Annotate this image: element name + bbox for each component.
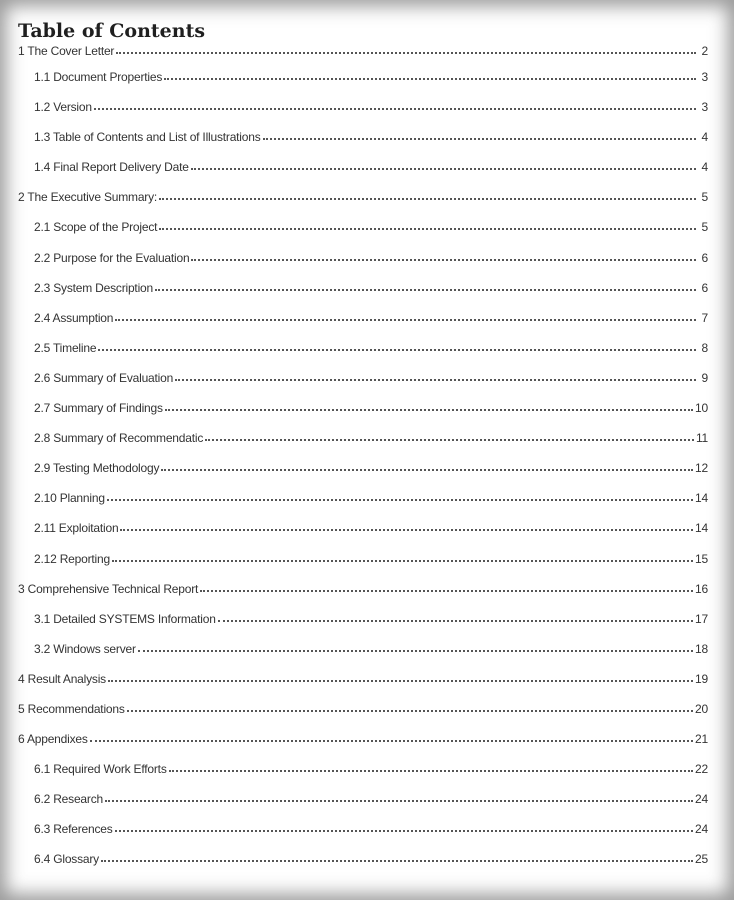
- toc-entry-label: 6 Appendixes: [18, 732, 88, 747]
- toc-entry[interactable]: [18, 612, 708, 642]
- toc-dot-leader: [115, 319, 696, 321]
- toc-list: [18, 44, 708, 883]
- toc-entry-label: 1.3 Table of Contents and List of Illustrations: [34, 130, 261, 145]
- toc-entry[interactable]: [18, 251, 708, 281]
- toc-dot-leader: [127, 710, 693, 712]
- toc-entry[interactable]: [18, 70, 708, 100]
- toc-entry[interactable]: [18, 190, 708, 220]
- toc-entry-label: 3.1 Detailed SYSTEMS Information: [34, 611, 216, 626]
- toc-entry-label: 2.6 Summary of Evaluation: [34, 370, 174, 385]
- toc-entry-page-number: 20: [695, 701, 708, 716]
- toc-dot-leader: [90, 740, 693, 742]
- toc-dot-leader: [116, 52, 696, 54]
- toc-entry[interactable]: [18, 100, 708, 130]
- toc-entry-page-number: 7: [701, 310, 708, 325]
- toc-entry-page-number: 16: [695, 581, 708, 596]
- toc-entry-page-number: 24: [695, 822, 708, 837]
- toc-entry-label: 2.8 Summary of Recommendatic: [34, 431, 204, 446]
- toc-dot-leader: [169, 770, 693, 772]
- toc-dot-leader: [191, 168, 696, 170]
- toc-entry[interactable]: [18, 582, 708, 612]
- toc-entry[interactable]: [18, 431, 708, 461]
- toc-entry-page-number: 2: [701, 44, 708, 58]
- toc-entry-page-number: 25: [695, 852, 708, 867]
- toc-entry[interactable]: [18, 160, 708, 190]
- toc-dot-leader: [263, 138, 696, 140]
- toc-entry-label: 4 Result Analysis: [18, 671, 106, 686]
- toc-entry-page-number: 14: [695, 521, 708, 536]
- toc-entry-page-number: 5: [701, 220, 708, 235]
- toc-entry[interactable]: [18, 521, 708, 551]
- toc-entry[interactable]: [18, 642, 708, 672]
- toc-dot-leader: [101, 860, 693, 862]
- toc-dot-leader: [155, 289, 696, 291]
- toc-entry[interactable]: [18, 311, 708, 341]
- toc-entry-label: 5 Recommendations: [18, 701, 125, 716]
- toc-dot-leader: [200, 590, 693, 592]
- toc-entry[interactable]: [18, 702, 708, 732]
- toc-dot-leader: [98, 349, 696, 351]
- toc-entry-page-number: 4: [701, 160, 708, 175]
- toc-entry-page-number: 6: [701, 280, 708, 295]
- toc-dot-leader: [94, 108, 696, 110]
- toc-entry-label: 1.4 Final Report Delivery Date: [34, 160, 189, 175]
- toc-entry-label: 1.2 Version: [34, 100, 92, 115]
- toc-entry-label: 6.2 Research: [34, 792, 103, 807]
- toc-entry[interactable]: [18, 371, 708, 401]
- toc-entry-page-number: 8: [701, 340, 708, 355]
- toc-dot-leader: [165, 409, 693, 411]
- toc-entry-page-number: 19: [695, 671, 708, 686]
- toc-entry[interactable]: [18, 44, 708, 70]
- toc-dot-leader: [161, 469, 693, 471]
- toc-dot-leader: [107, 499, 693, 501]
- toc-entry-page-number: 9: [701, 370, 708, 385]
- toc-entry[interactable]: [18, 762, 708, 792]
- toc-entry-label: 2.3 System Description: [34, 280, 153, 295]
- toc-dot-leader: [108, 680, 693, 682]
- toc-entry-label: 2.1 Scope of the Project: [34, 220, 158, 235]
- toc-entry-label: 1 The Cover Letter: [18, 44, 115, 58]
- toc-entry-label: 3.2 Windows server: [34, 641, 136, 656]
- toc-entry[interactable]: [18, 822, 708, 852]
- toc-dot-leader: [105, 800, 693, 802]
- toc-entry-label: 2.5 Timeline: [34, 340, 97, 355]
- toc-entry-label: 2.9 Testing Methodology: [34, 461, 160, 476]
- toc-entry[interactable]: [18, 130, 708, 160]
- toc-entry-page-number: 12: [695, 461, 708, 476]
- toc-dot-leader: [218, 620, 693, 622]
- toc-entry-label: 3 Comprehensive Technical Report: [18, 581, 199, 596]
- toc-dot-leader: [191, 259, 696, 261]
- toc-entry[interactable]: [18, 491, 708, 521]
- toc-entry-page-number: 5: [701, 190, 708, 205]
- toc-entry-page-number: 6: [701, 250, 708, 265]
- toc-entry-page-number: 3: [701, 70, 708, 84]
- toc-entry-label: 2 The Executive Summary:: [18, 190, 158, 205]
- toc-entry-page-number: 3: [701, 100, 708, 115]
- toc-entry-page-number: 17: [695, 611, 708, 626]
- toc-entry[interactable]: [18, 281, 708, 311]
- toc-entry-page-number: 14: [695, 491, 708, 506]
- toc-entry[interactable]: [18, 552, 708, 582]
- toc-entry-label: 6.4 Glossary: [34, 852, 99, 867]
- toc-title: Table of Contents: [18, 20, 206, 42]
- toc-entry-label: 1.1 Document Properties: [34, 70, 163, 84]
- toc-entry-page-number: 10: [695, 401, 708, 416]
- toc-entry[interactable]: [18, 341, 708, 371]
- toc-dot-leader: [115, 830, 693, 832]
- toc-entry-page-number: 18: [695, 641, 708, 656]
- toc-dot-leader: [112, 560, 693, 562]
- toc-entry-label: 2.11 Exploitation: [34, 521, 119, 536]
- toc-entry[interactable]: [18, 220, 708, 250]
- toc-dot-leader: [120, 529, 693, 531]
- toc-dot-leader: [205, 439, 694, 441]
- toc-entry-label: 6.1 Required Work Efforts: [34, 762, 167, 777]
- toc-entry-label: 2.12 Reporting: [34, 551, 110, 566]
- toc-entry-page-number: 22: [695, 762, 708, 777]
- toc-entry-page-number: 4: [701, 130, 708, 145]
- toc-entry-label: 2.4 Assumption: [34, 310, 114, 325]
- toc-entry[interactable]: [18, 401, 708, 431]
- toc-entry[interactable]: [18, 732, 708, 762]
- toc-entry-label: 2.10 Planning: [34, 491, 105, 506]
- toc-dot-leader: [159, 198, 696, 200]
- toc-entry-label: 2.7 Summary of Findings: [34, 401, 163, 416]
- toc-entry-label: 2.2 Purpose for the Evaluation: [34, 250, 190, 265]
- toc-entry-page-number: 24: [695, 792, 708, 807]
- toc-dot-leader: [175, 379, 696, 381]
- toc-entry[interactable]: [18, 672, 708, 702]
- toc-entry[interactable]: [18, 852, 708, 882]
- toc-entry-page-number: 21: [695, 732, 708, 747]
- toc-dot-leader: [138, 650, 693, 652]
- toc-dot-leader: [159, 228, 696, 230]
- toc-entry[interactable]: [18, 792, 708, 822]
- toc-entry[interactable]: [18, 461, 708, 491]
- toc-entry-page-number: 15: [695, 551, 708, 566]
- toc-dot-leader: [164, 78, 696, 80]
- toc-entry-label: 6.3 References: [34, 822, 113, 837]
- toc-entry-page-number: 11: [695, 431, 708, 446]
